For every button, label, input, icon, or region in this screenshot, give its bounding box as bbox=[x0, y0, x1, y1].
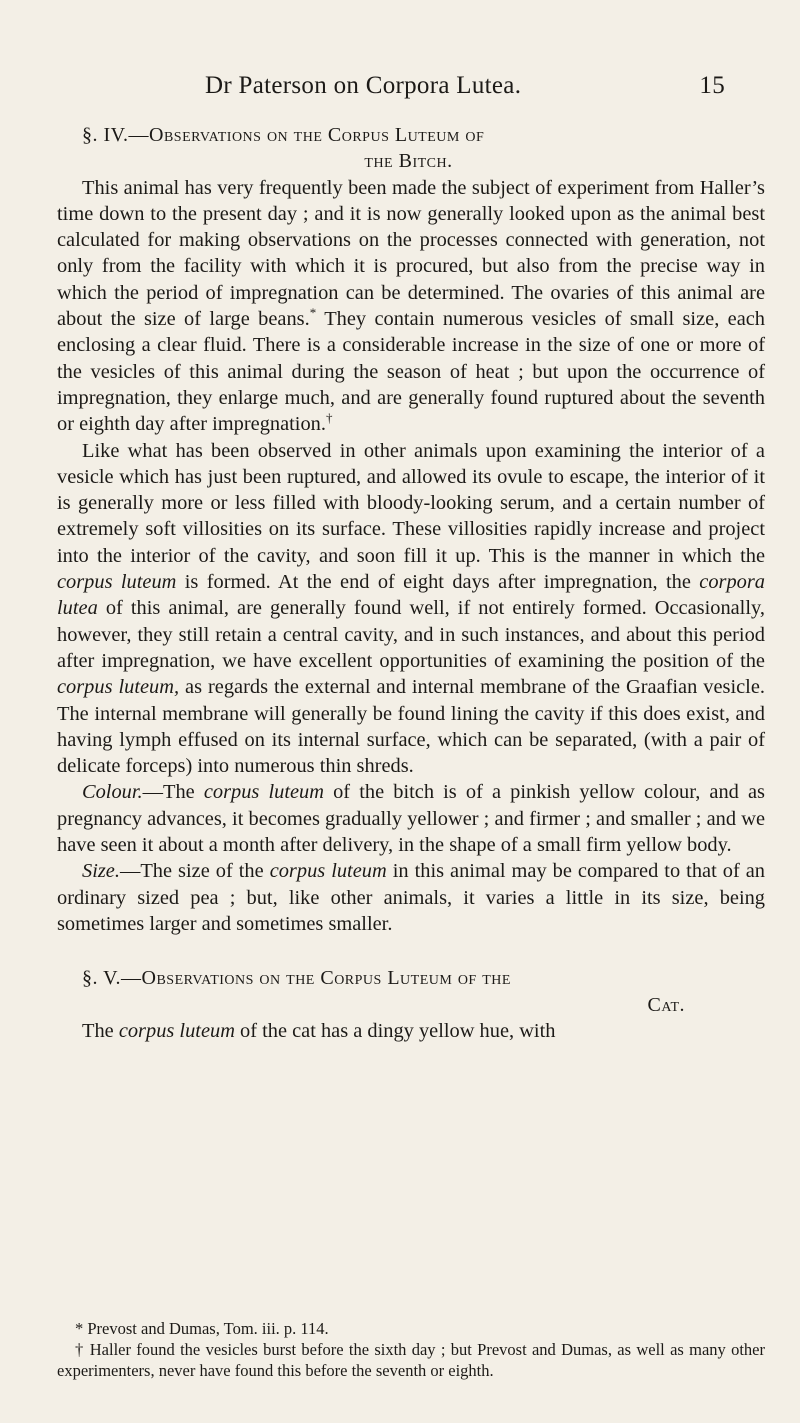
footnotes bbox=[57, 1318, 765, 1381]
latin-term: corpora lutea bbox=[57, 571, 765, 620]
paragraph-colour: Colour.—The corpus luteum of the bitch is of a pinkish yellow colour, and as pregnancy advances, it becomes gradually yellower ; and firmer ; and smaller ; and we have seen it about a month after delivery, in the shape of a small firm yellow body. bbox=[57, 781, 765, 857]
paragraph-size: Size.—The size of the corpus luteum in this animal may be compared to that of an ordinary sized pea ; but, like other animals, it varies a little in its size, being sometimes larger and sometimes smaller. bbox=[57, 860, 765, 935]
footnote-marker: * bbox=[75, 1319, 84, 1338]
footnote bbox=[57, 1318, 765, 1339]
footnote-ref: * bbox=[309, 305, 317, 321]
footnote-ref: † bbox=[325, 410, 333, 426]
latin-term: corpus luteum bbox=[118, 1019, 235, 1042]
footnote bbox=[57, 1339, 765, 1381]
body-text bbox=[57, 122, 765, 1044]
footnote-text: Prevost and Dumas, Tom. iii. p. 114. bbox=[87, 1319, 329, 1338]
section-gap bbox=[57, 937, 765, 965]
section-heading-iv-line2: the Bitch. bbox=[364, 150, 453, 173]
page-number: 15 bbox=[699, 72, 725, 99]
footnote-marker: † bbox=[75, 1340, 85, 1359]
section-heading-v-line2: Cat. bbox=[647, 993, 685, 1016]
paragraph: Like what has been observed in other animals upon examining the interior of a vesicle which has just been ruptured, and allowed its ovule to escape, the interior of it is generally more or less filled with bloody-looking serum, and a certain number of extremely soft villosities on its surface. These villosities rapidly increase and project into the interior of the cavity, and soon fill it up. This is the manner in which the corpus luteum is formed. At the end of eight days after impregnation, the corpora lutea of this animal, are generally found well, if not entirely formed. Occasionally, however, they still retain a central cavity, and in such instances, and about this period after impregnation, we have excellent opportunities of examining the position of the corpus luteum, as regards the external and internal membrane of the Graafian vesicle. The internal membrane will generally be found lining the cavity if this does exist, and having lymph effused on its internal surface, which can be separated, (with a pair of delicate forceps) into numerous thin shreds. bbox=[57, 439, 765, 778]
section-heading-iv bbox=[57, 122, 765, 175]
latin-term: corpus luteum bbox=[203, 781, 324, 804]
running-title: Dr Paterson on Corpora Lutea. bbox=[205, 72, 522, 99]
paragraph: The corpus luteum of the cat has a dingy yellow hue, with bbox=[82, 1019, 556, 1042]
section-heading-iv-line1: §. IV.—Observations on the Corpus Luteum of bbox=[82, 124, 485, 146]
latin-term: corpus luteum bbox=[269, 860, 387, 883]
paragraph-label: Colour. bbox=[82, 781, 143, 804]
paragraph: This animal has very frequently been made the subject of experiment from Haller’s time down to the present day ; and it is now generally looked upon as the animal best calculated for making observations on the processes connected with generation, not only from the facility with which it is procured, but also from the precise way in which the period of impregnation can be determined. The ovaries of this animal are about the size of large beans.* They contain numerous vesicles of small size, each enclosing a clear fluid. There is a considerable increase in the size of one or more of the vesicles of this animal during the season of heat ; but upon the occurrence of impregnation, they enlarge much, and are generally found ruptured about the seventh or eighth day after impregnation.† bbox=[57, 176, 766, 436]
paragraph-label: Size. bbox=[82, 860, 120, 883]
latin-term: corpus luteum bbox=[57, 571, 177, 594]
section-heading-v bbox=[57, 965, 765, 1018]
section-heading-v-line1: §. V.—Observations on the Corpus Luteum of the bbox=[82, 967, 511, 990]
latin-term: corpus luteum, bbox=[57, 676, 180, 699]
footnote-text: Haller found the vesicles burst before the sixth day ; but Prevost and Dumas, as well as many other experimenters, never have found this before the seventh or eighth. bbox=[57, 1340, 765, 1380]
running-head bbox=[205, 72, 725, 100]
